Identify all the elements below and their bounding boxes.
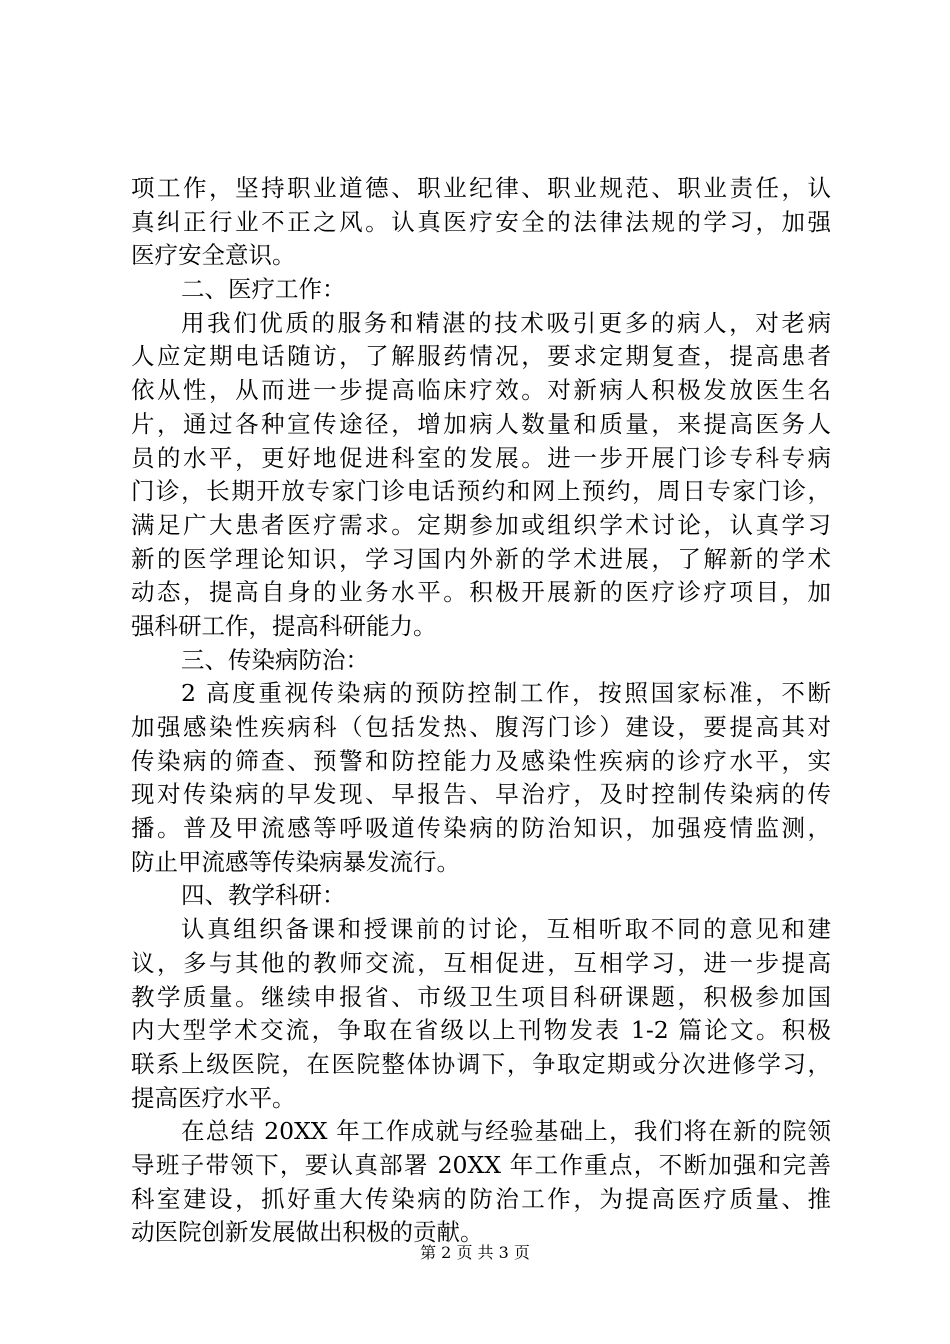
text-line: 在总结 20XX 年工作成就与经验基础上，我们将在新的院领: [181, 1117, 831, 1146]
text-line: 四、教学科研：: [181, 881, 346, 910]
text-line: 项工作，坚持职业道德、职业纪律、职业规范、职业责任，认: [131, 174, 831, 202]
text-line: 门诊，长期开放专家门诊电话预约和网上预约，周日专家门诊，: [131, 477, 831, 506]
text-line: 科室建设，抓好重大传染病的防治工作，为提高医疗质量、推: [131, 1184, 831, 1213]
text-line: 人应定期电话随访，了解服药情况，要求定期复查，提高患者: [131, 342, 831, 371]
text-line: 用我们优质的服务和精湛的技术吸引更多的病人，对老病: [181, 308, 831, 337]
text-line: 真纠正行业不正之风。认真医疗安全的法律法规的学习，加强: [131, 207, 831, 236]
text-line: 加强感染性疾病科（包括发热、腹泻门诊）建设，要提高其对: [131, 713, 831, 741]
text-line: 联系上级医院，在医院整体协调下，争取定期或分次进修学习，: [131, 1049, 831, 1078]
text-line: 员的水平，更好地促进科室的发展。进一步开展门诊专科专病: [131, 443, 831, 472]
text-line: 内大型学术交流，争取在省级以上刊物发表 1-2 篇论文。积极: [131, 1016, 831, 1045]
text-line: 依从性，从而进一步提高临床疗效。对新病人积极发放医生名: [131, 376, 831, 405]
text-line: 认真组织备课和授课前的讨论，互相听取不同的意见和建: [181, 915, 831, 944]
text-line: 防止甲流感等传染病暴发流行。: [131, 847, 460, 876]
text-line: 提高医疗水平。: [131, 1083, 296, 1112]
text-line: 播。普及甲流感等呼吸道传染病的防治知识，加强疫情监测，: [131, 814, 831, 843]
text-line: 三、传染病防治：: [181, 645, 369, 674]
text-line: 传染病的筛查、预警和防控能力及感染性疾病的诊疗水平，实: [131, 746, 831, 775]
text-line: 现对传染病的早发现、早报告、早治疗，及时控制传染病的传: [131, 780, 831, 809]
text-line: 导班子带领下，要认真部署 20XX 年工作重点，不断加强和完善: [131, 1150, 831, 1179]
body-text: [131, 172, 831, 1250]
text-line: 议，多与其他的教师交流，互相促进，互相学习，进一步提高: [131, 948, 831, 977]
text-line: 新的医学理论知识，学习国内外新的学术进展，了解新的学术: [131, 544, 831, 573]
page-footer: 第 2 页 共 3 页: [420, 1243, 530, 1262]
text-line: 教学质量。继续申报省、市级卫生项目科研课题，积极参加国: [131, 982, 831, 1011]
text-line: 2 高度重视传染病的预防控制工作，按照国家标准，不断: [181, 679, 831, 708]
text-line: 二、医疗工作：: [181, 275, 346, 304]
text-line: 强科研工作，提高科研能力。: [131, 611, 437, 640]
text-line: 动态，提高自身的业务水平。积极开展新的医疗诊疗项目，加: [131, 578, 831, 607]
text-line: 动医院创新发展做出积极的贡献。: [131, 1218, 484, 1247]
text-line: 满足广大患者医疗需求。定期参加或组织学术讨论，认真学习: [131, 510, 831, 539]
text-line: 医疗安全意识。: [131, 241, 296, 270]
text-line: 片，通过各种宣传途径，增加病人数量和质量，来提高医务人: [131, 409, 831, 438]
